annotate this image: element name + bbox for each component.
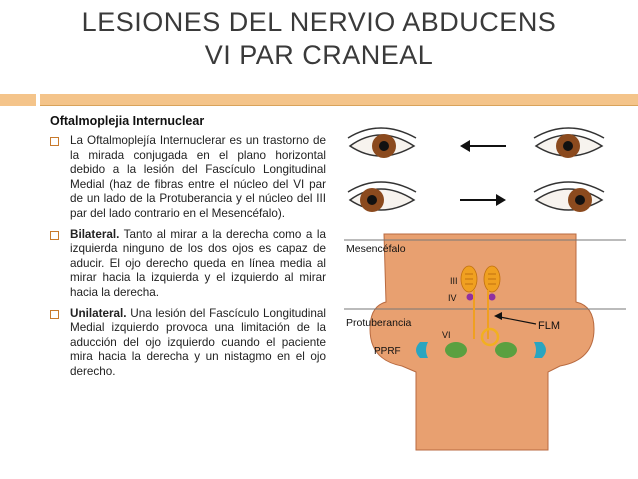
- bullet-item: [48, 134, 326, 222]
- label-iv: IV: [448, 293, 457, 303]
- bullet-item: [48, 307, 326, 380]
- eye-pair-top: [348, 128, 604, 158]
- nucleus-vi-left: [445, 342, 467, 358]
- bullet-square-icon: [50, 137, 59, 146]
- bullet-square-icon: [50, 231, 59, 240]
- label-vi: VI: [442, 330, 451, 340]
- brainstem-figure: [336, 124, 626, 474]
- bullet-text: La Oftalmoplejía Internuclerar es un trastorno de la mirada conjugada en el plano horizontal debido a la lesión del Fascículo Longitudinal Medial (haz de fibras entre el núcleo del VI par de un lado de la Protuberancia y el núcleo del III par del lado contrario en el Mesencéfalo).: [70, 134, 326, 220]
- bullet-text: Una lesión del Fascículo Longitudinal Medial izquierdo provoca una limitación de la aducción del ojo izquierdo cuando el paciente mira hacia la derecha y un nistagmo en el ojo derecho.: [70, 306, 326, 378]
- slide-title: [0, 6, 638, 72]
- bullet-list: [48, 134, 326, 386]
- eye-left-top: [348, 128, 416, 158]
- eye-right-bottom: [534, 182, 604, 212]
- label-protuberancia: Protuberancia: [346, 317, 412, 329]
- label-mesencefalo: Mesencéfalo: [346, 243, 406, 255]
- section-subtitle: Oftalmoplejia Internuclear: [50, 114, 205, 128]
- brainstem-diagram: [336, 124, 626, 474]
- title-line-1: LESIONES DEL NERVIO ABDUCENS: [81, 7, 557, 37]
- bullet-text: Tanto al mirar a la derecha como a la izquierda ninguno de los dos ojos es capaz de aducir. El ojo derecho queda en línea media al mirar hacia la izquierda y el izquierdo al mirar hacia la derecha.: [70, 227, 326, 299]
- bullet-square-icon: [50, 310, 59, 319]
- label-iii: III: [450, 276, 458, 286]
- bullet-lead: Unilateral.: [70, 306, 127, 320]
- title-line-2: VI PAR CRANEAL: [204, 40, 434, 70]
- eye-pair-bottom: [348, 182, 604, 212]
- bullet-lead: Bilateral.: [70, 227, 120, 241]
- nucleus-vi-right: [495, 342, 517, 358]
- eye-right-top: [534, 128, 604, 158]
- label-pprf: PPRF: [374, 346, 401, 357]
- bullet-item: [48, 228, 326, 301]
- nucleus-iv-right: [489, 294, 496, 301]
- eye-left-bottom: [348, 182, 416, 212]
- accent-bar-left: [0, 94, 36, 106]
- arrow-left-icon: [460, 140, 506, 152]
- accent-bar: [0, 94, 638, 106]
- nucleus-iv-left: [467, 294, 474, 301]
- brainstem-shape: [370, 234, 594, 450]
- label-flm: FLM: [538, 320, 560, 332]
- arrow-right-icon: [460, 194, 506, 206]
- accent-bar-line: [40, 105, 638, 106]
